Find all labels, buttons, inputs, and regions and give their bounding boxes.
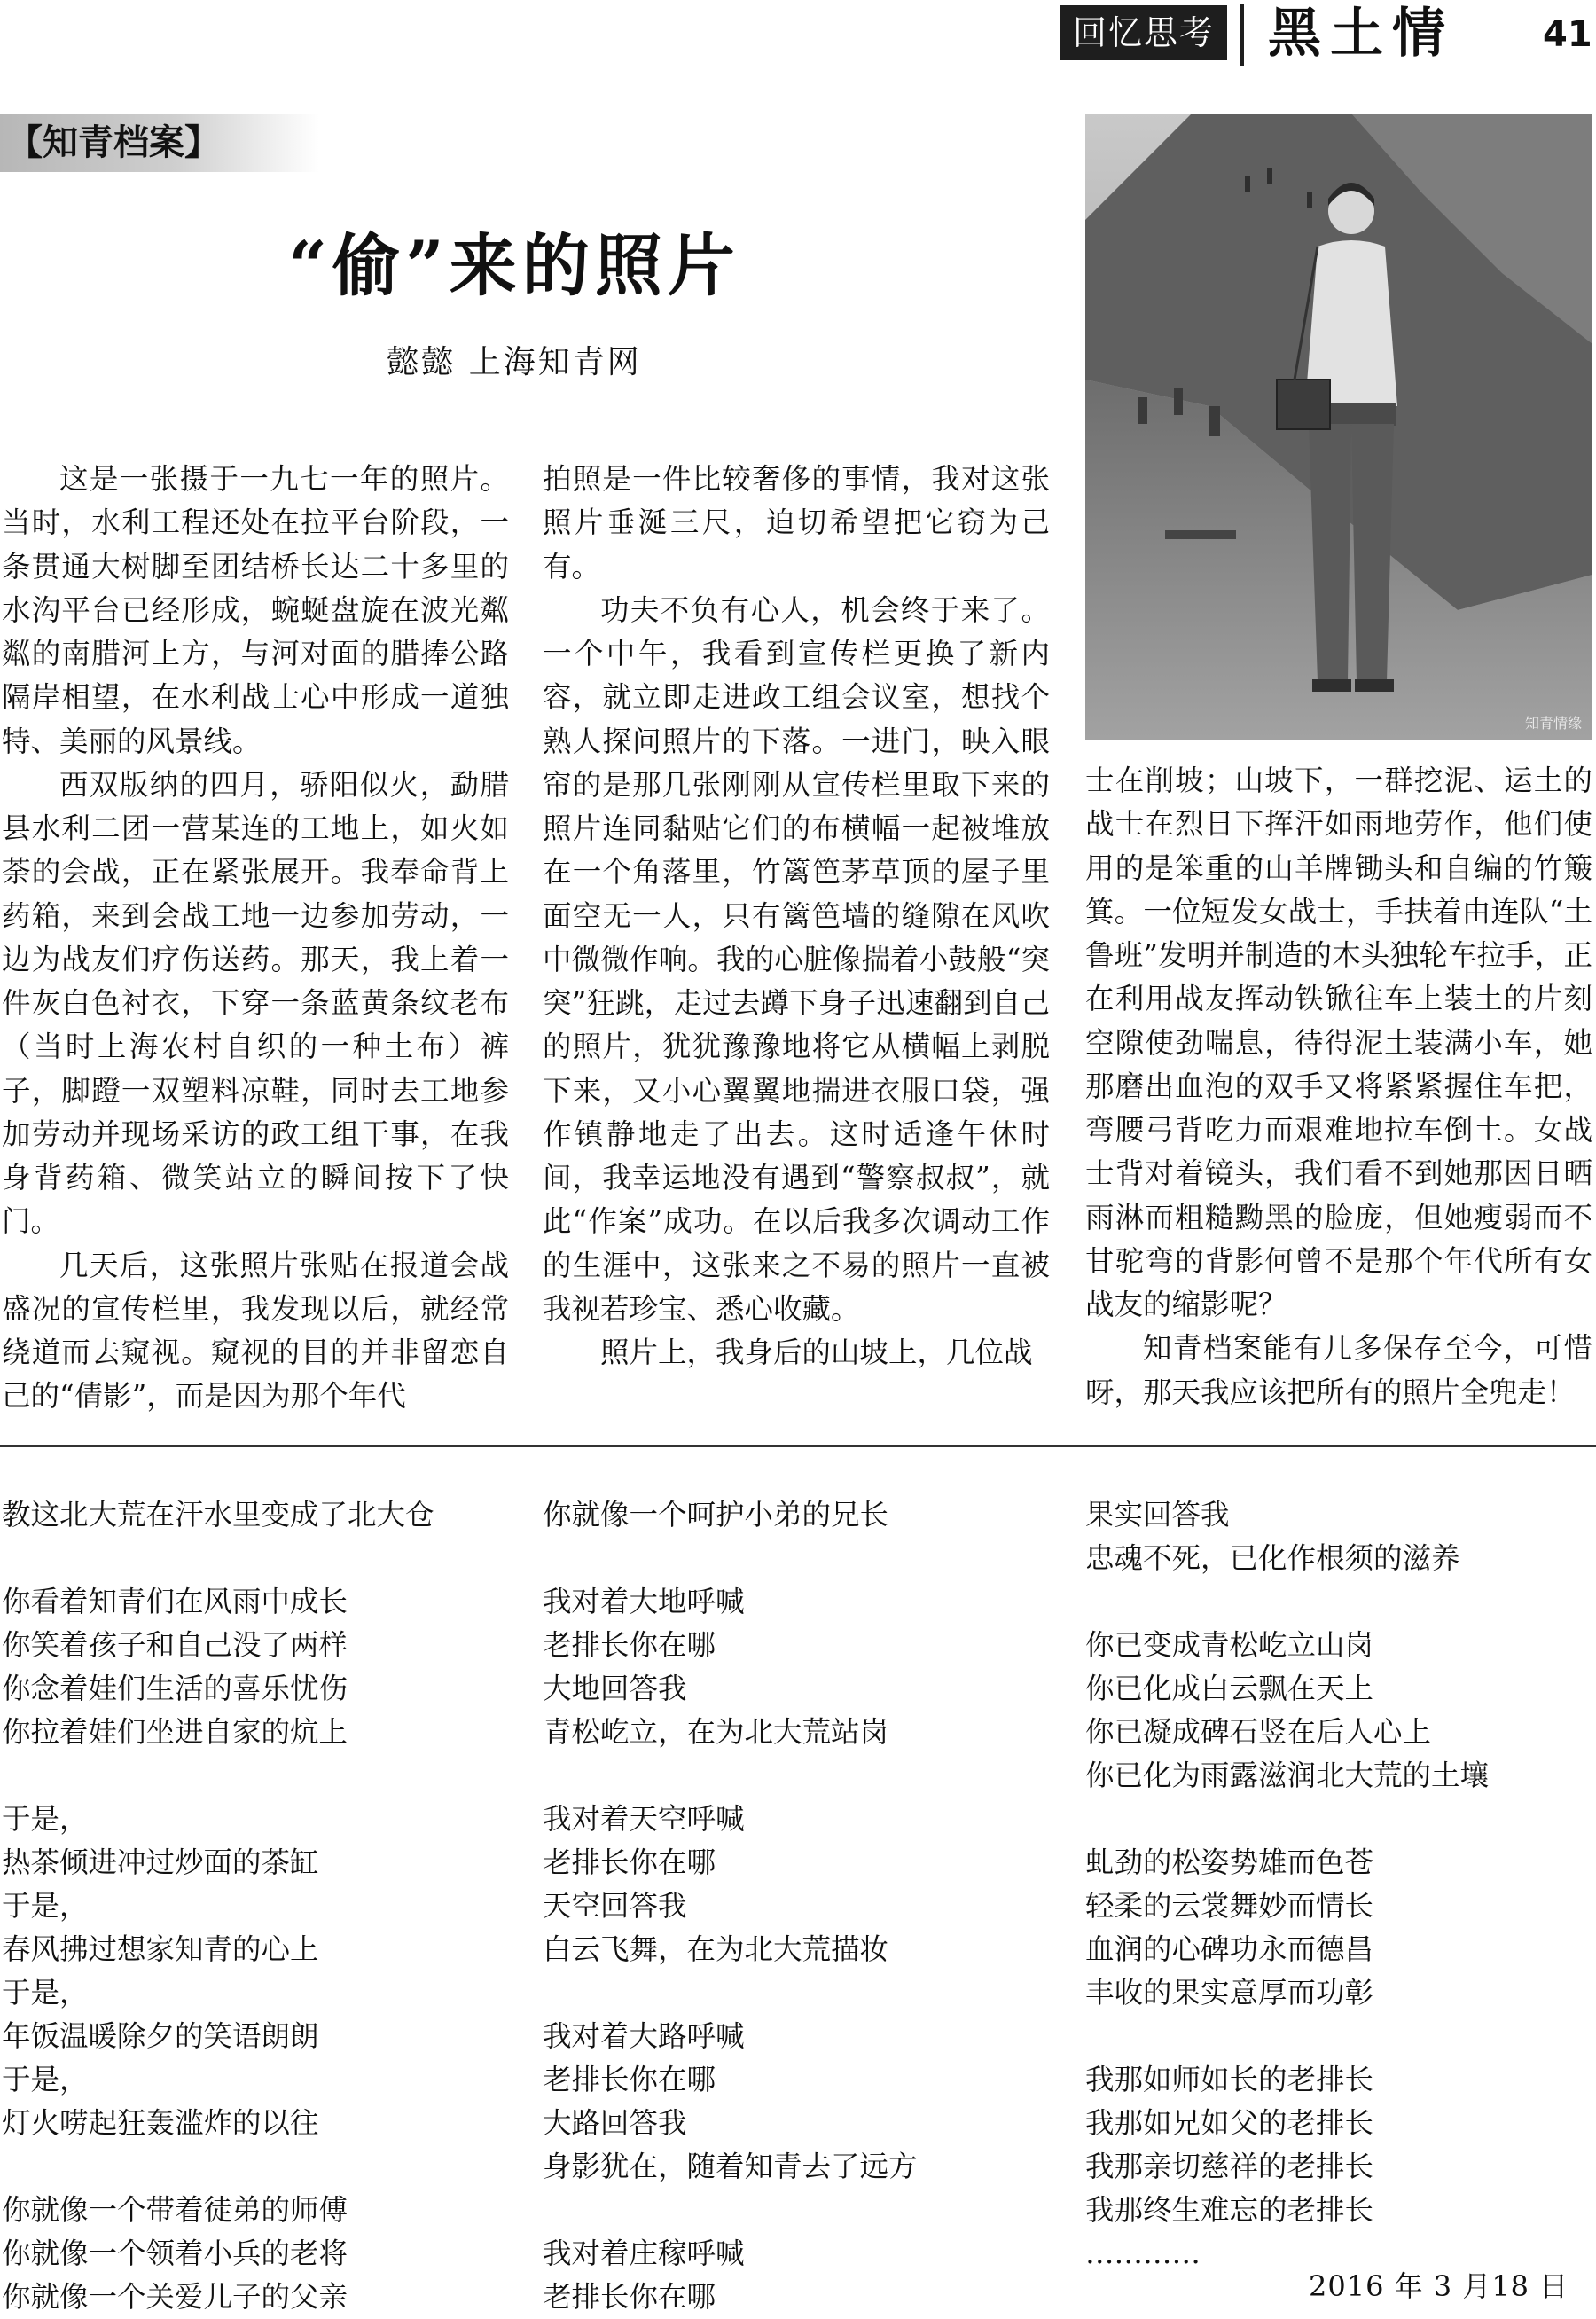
column-label: 【知青档案】 bbox=[0, 114, 319, 172]
poem-line: 于是， bbox=[2, 1889, 89, 1923]
poem-line: 你笑着孩子和自己没了两样 bbox=[2, 1628, 348, 1662]
header-divider bbox=[1240, 4, 1244, 66]
article-paragraph-continued: 士在削坡；山坡下，一群挖泥、运土的战士在烈日下挥汗如雨地劳作，他们使用的是笨重的山羊牌锄头和自编的竹簸箕。一位短发女战士，手扶着由连队“土鲁班”发明并制造的木头独轮车拉手，正在利用战友挥动铁锨往车上装土的片刻空隙使劲喘息，待得泥土装满小车，她那磨出血泡的双手又将紧紧握住车把，弯腰弓背吃力而艰难地拉车倒土。女战士背对着镜头，我们看不到她那因日晒雨淋而粗糙黝黑的脸庞，但她瘦弱而不甘驼弯的背影何曾不是那个年代所有女战友的缩影呢？ bbox=[1085, 764, 1592, 1321]
poem-line: 血润的心碑功永而德昌 bbox=[1085, 1932, 1374, 1966]
article-paragraph: 照片上，我身后的山坡上，几位战 bbox=[600, 1336, 1033, 1369]
poem-line: 你已凝成碑石竖在后人心上 bbox=[1085, 1715, 1432, 1749]
poem-line: 我那终生难忘的老排长 bbox=[1085, 2193, 1374, 2227]
poem-line: 我那如兄如父的老排长 bbox=[1085, 2106, 1374, 2140]
poem-line: 我对着大路呼喊 bbox=[543, 2019, 745, 2053]
poem-line: 你就像一个带着徒弟的师傅 bbox=[2, 2193, 348, 2227]
page-number: 41 bbox=[1543, 14, 1592, 55]
stanza-gap bbox=[543, 2189, 1057, 2232]
article-title: “偷”来的照片 bbox=[288, 226, 740, 305]
section-divider bbox=[0, 1445, 1596, 1447]
issue-date: 2016 年 3 月18 日 bbox=[1309, 2269, 1569, 2303]
poem-line: 大路回答我 bbox=[543, 2106, 687, 2140]
article-paragraph: 功夫不负有心人，机会终于来了。一个中午，我看到宣传栏更换了新内容，就立即走进政工组会议室，想找个熟人探问照片的下落。一进门，映入眼帘的是那几张刚刚从宣传栏里取下来的照片连同黏贴它们的布横幅一起被堆放在一个角落里，竹篱笆茅草顶的屋子里面空无一人，只有篱笆墙的缝隙在风吹中微微作响。我的心脏像揣着小鼓般“突突”狂跳，走过去蹲下身子迅速翻到自己的照片，犹犹豫豫地将它从横幅上剥脱下来，又小心翼翼地揣进衣服口袋，强作镇静地走了出去。这时适逢午休时间，我幸运地没有遇到“警察叔叔”，就此“作案”成功。在以后我多次调动工作的生涯中，这张来之不易的照片一直被我视若珍宝、悉心收藏。 bbox=[543, 592, 1050, 1326]
poem-line: 轻柔的云裳舞妙而情长 bbox=[1085, 1889, 1374, 1923]
poem-line: 虬劲的松姿势雄而色苍 bbox=[1085, 1845, 1374, 1879]
poem-line: 于是， bbox=[2, 1976, 89, 2010]
stanza-gap bbox=[2, 2145, 516, 2189]
poem-line: 青松屹立，在为北大荒站岗 bbox=[543, 1715, 889, 1749]
poem-line: 忠魂不死，已化作根须的滋养 bbox=[1085, 1541, 1460, 1575]
stanza-gap bbox=[1085, 2015, 1596, 2058]
article-paragraph: 西双版纳的四月，骄阳似火，勐腊县水利二团一营某连的工地上，如火如荼的会战，正在紧张展开。我奉命背上药箱，来到会战工地一边参加劳动，一边为战友们疗伤送药。那天，我上着一件灰白色衬衣，下穿一条蓝黄条纹老布（当时上海农村自织的一种土布）裤子，脚蹬一双塑料凉鞋，同时去工地参加劳动并现场采访的政工组干事，在我身背药箱、微笑站立的瞬间按下了快门。 bbox=[2, 767, 509, 1239]
poem-line: 灯火唠起狂轰滥炸的以往 bbox=[2, 2106, 319, 2140]
poem-line: 你就像一个呵护小弟的兄长 bbox=[543, 1498, 889, 1532]
poem-line: 我那如师如长的老排长 bbox=[1085, 2063, 1374, 2096]
poem-line: 你已变成青松屹立山岗 bbox=[1085, 1628, 1374, 1662]
poem-line: 老排长你在哪 bbox=[543, 2063, 716, 2096]
section-tag: 回忆思考 bbox=[1060, 5, 1227, 60]
article-paragraph-continued: 拍照是一件比较奢侈的事情，我对这张照片垂涎三尺，迫切希望把它窃为己有。 bbox=[543, 462, 1050, 584]
poem-line: 年饭温暖除夕的笑语朗朗 bbox=[2, 2019, 319, 2053]
article-paragraph: 几天后，这张照片张贴在报道会战盛况的宣传栏里，我发现以后，就经常绕道而去窥视。窥视的目的并非留恋自己的“倩影”，而是因为那个年代 bbox=[2, 1248, 509, 1414]
stanza-gap bbox=[543, 1754, 1057, 1798]
stanza-gap bbox=[1085, 1798, 1596, 1841]
poem-line: 大地回答我 bbox=[543, 1672, 687, 1705]
stanza-gap bbox=[543, 1971, 1057, 2015]
poem-line: 我对着天空呼喊 bbox=[543, 1802, 745, 1836]
stanza-gap bbox=[2, 1754, 516, 1798]
poem-line: 老排长你在哪 bbox=[543, 2280, 716, 2314]
article-column-3 bbox=[1085, 759, 1592, 1415]
article-column-2 bbox=[543, 458, 1050, 1415]
poem-line: 教这北大荒在汗水里变成了北大仓 bbox=[2, 1498, 434, 1532]
article-column-1 bbox=[2, 458, 509, 1415]
poem-line: 你念着娃们生活的喜乐忧伤 bbox=[2, 1672, 348, 1705]
poem-line: 春风拂过想家知青的心上 bbox=[2, 1932, 319, 1966]
poem-line: 热茶倾进冲过炒面的茶缸 bbox=[2, 1845, 319, 1879]
poem-line: 我对着庄稼呼喊 bbox=[543, 2237, 745, 2270]
stanza-gap bbox=[1085, 1580, 1596, 1624]
article-photo bbox=[1085, 114, 1592, 740]
poem-line: 你看着知青们在风雨中成长 bbox=[2, 1585, 348, 1618]
poem-line: 身影犹在，随着知青去了远方 bbox=[543, 2150, 918, 2183]
poem-line: 你就像一个关爱儿子的父亲 bbox=[2, 2280, 348, 2314]
poem-column-1 bbox=[2, 1493, 516, 2319]
poem-line: 于是， bbox=[2, 1802, 89, 1836]
poem-line: 我对着大地呼喊 bbox=[543, 1585, 745, 1618]
poem-line: 丰收的果实意厚而功彰 bbox=[1085, 1976, 1374, 2010]
poem-line: 你已化为雨露滋润北大荒的土壤 bbox=[1085, 1759, 1490, 1792]
poem-line: 老排长你在哪 bbox=[543, 1628, 716, 1662]
magazine-name: 黑土情 bbox=[1268, 3, 1454, 65]
stanza-gap bbox=[2, 1537, 516, 1580]
photo-illustration bbox=[1085, 114, 1592, 740]
poem-line: 天空回答我 bbox=[543, 1889, 687, 1923]
poem-line: 你就像一个领着小兵的老将 bbox=[2, 2237, 348, 2270]
stanza-gap bbox=[543, 1537, 1057, 1580]
poem-line: 我那亲切慈祥的老排长 bbox=[1085, 2150, 1374, 2183]
poem-line: ………… bbox=[1085, 2237, 1201, 2270]
poem-column-3 bbox=[1085, 1493, 1596, 2276]
poem-column-2 bbox=[543, 1493, 1057, 2319]
photo-watermark: 知青情缘 bbox=[1524, 715, 1582, 732]
poem-line: 你已化成白云飘在天上 bbox=[1085, 1672, 1374, 1705]
poem-line: 你拉着娃们坐进自家的炕上 bbox=[2, 1715, 348, 1749]
poem-line: 老排长你在哪 bbox=[543, 1845, 716, 1879]
poem-line: 于是， bbox=[2, 2063, 89, 2096]
article-byline: 懿懿 上海知青网 bbox=[387, 344, 642, 380]
article-paragraph: 这是一张摄于一九七一年的照片。当时，水利工程还处在拉平台阶段，一条贯通大树脚至团结桥长达二十多里的水沟平台已经形成，蜿蜒盘旋在波光粼粼的南腊河上方，与河对面的腊捧公路隔岸相望，在水利战士心中形成一道独特、美丽的风景线。 bbox=[2, 462, 509, 758]
article-paragraph: 知青档案能有几多保存至今，可惜呀，那天我应该把所有的照片全兜走！ bbox=[1085, 1331, 1592, 1409]
poem-line: 白云飞舞，在为北大荒描妆 bbox=[543, 1932, 889, 1966]
poem-line: 果实回答我 bbox=[1085, 1498, 1230, 1532]
